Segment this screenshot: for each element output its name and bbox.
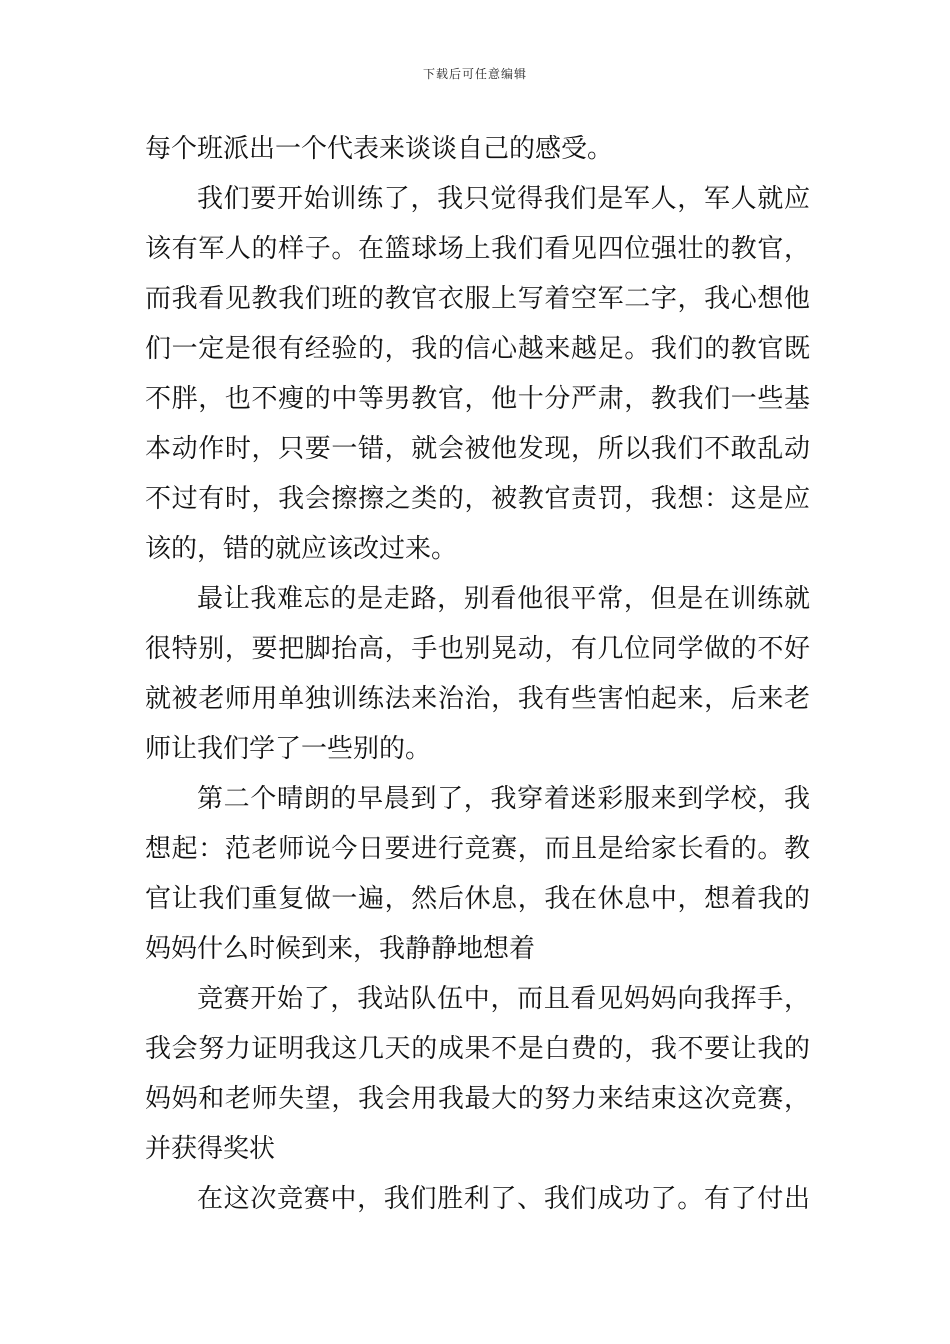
text-line: 师让我们学了一些别的。 (145, 734, 432, 764)
text-line: 我们要开始训练了，我只觉得我们是军人，军人就应 (197, 184, 810, 214)
text-line: 妈妈和老师失望，我会用我最大的努力来结束这次竞赛， (145, 1084, 810, 1114)
text-line: 不胖，也不瘦的中等男教官，他十分严肃，教我们一些基 (145, 384, 810, 414)
text-line: 并获得奖状 (145, 1134, 276, 1164)
text-line: 第二个晴朗的早晨到了，我穿着迷彩服来到学校，我 (197, 784, 810, 814)
text-line: 妈妈什么时候到来，我静静地想着 (145, 934, 536, 964)
page-header: 下载后可任意编辑 (422, 67, 527, 81)
text-line: 就被老师用单独训练法来治治，我有些害怕起来，后来老 (145, 684, 810, 714)
text-line: 想起：范老师说今日要进行竞赛，而且是给家长看的。教 (145, 834, 810, 864)
text-line: 官让我们重复做一遍，然后休息，我在休息中，想着我的 (145, 884, 810, 914)
text-line: 该的，错的就应该改过来。 (145, 534, 458, 564)
text-line: 不过有时，我会擦擦之类的，被教官责罚，我想：这是应 (145, 484, 810, 514)
text-line: 该有军人的样子。在篮球场上我们看见四位强壮的教官， (145, 234, 810, 264)
text-line: 们一定是很有经验的，我的信心越来越足。我们的教官既 (145, 334, 810, 364)
text-line: 很特别，要把脚抬高，手也别晃动，有几位同学做的不好 (145, 634, 810, 664)
text-line: 本动作时，只要一错，就会被他发现，所以我们不敢乱动 (145, 434, 810, 464)
text-line: 在这次竞赛中，我们胜利了、我们成功了。有了付出 (197, 1184, 810, 1214)
text-line: 我会努力证明我这几天的成果不是白费的，我不要让我的 (145, 1034, 810, 1064)
text-line: 每个班派出一个代表来谈谈自己的感受。 (145, 134, 614, 164)
text-line: 而我看见教我们班的教官衣服上写着空军二字，我心想他 (145, 284, 810, 314)
document-body (145, 124, 810, 1224)
text-line: 竞赛开始了，我站队伍中，而且看见妈妈向我挥手， (197, 984, 810, 1014)
text-line: 最让我难忘的是走路，别看他很平常，但是在训练就 (197, 584, 810, 614)
